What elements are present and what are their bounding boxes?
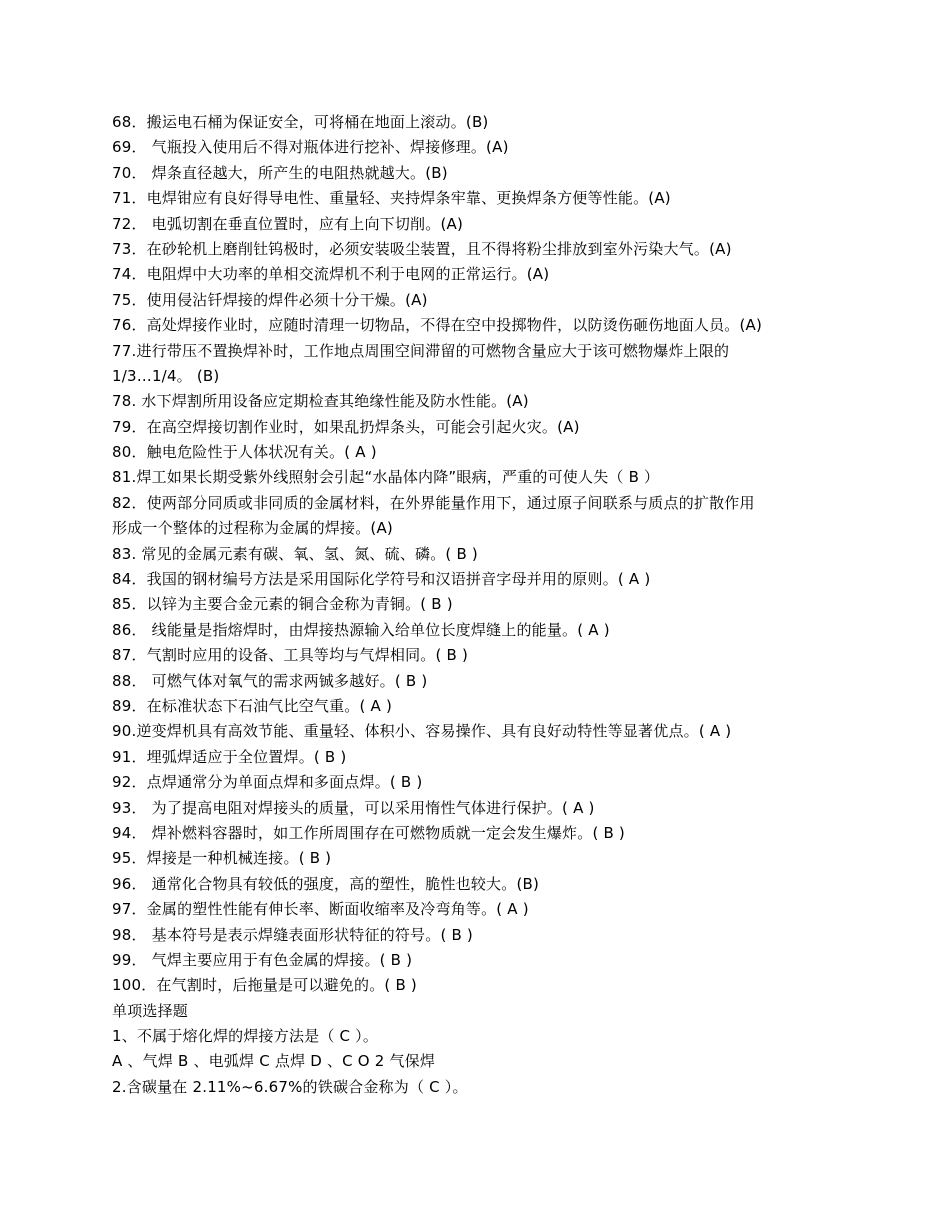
question-74: 74．电阻焊中大功率的单相交流焊机不利于电网的正常运行。(A): [112, 265, 550, 284]
choice-question-1: 1、不属于熔化焊的焊接方法是（ C ）。: [112, 1027, 379, 1046]
question-88: 88． 可燃气体对氧气的需求两铖多越好。( B ): [112, 671, 428, 690]
question-86: 86． 线能量是指熔焊时，由焊接热源输入给单位长度焊缝上的能量。( A ): [112, 620, 610, 639]
question-68: 68．搬运电石桶为保证安全，可将桶在地面上滚动。(B): [112, 113, 489, 131]
question-71: 71．电焊钳应有良好得导电性、重量轻、夹持焊条牢靠、更换焊条方便等性能。(A): [112, 189, 671, 208]
question-98: 98． 基本符号是表示焊缝表面形状特征的符号。( B ): [112, 925, 473, 944]
section-heading: 单项选择题: [112, 1001, 189, 1020]
question-72: 72． 电弧切割在垂直位置时，应有上向下切削。(A): [112, 214, 464, 233]
question-84: 84．我国的钢材编号方法是采用国际化学符号和汉语拼音字母并用的原则。( A ): [112, 570, 651, 589]
question-80: 80．触电危险性于人体状况有关。( A ): [112, 443, 377, 462]
question-79: 79．在高空焊接切割作业时，如果乱扔焊条头，可能会引起火灾。(A): [112, 417, 580, 436]
question-99: 99． 气焊主要应用于有色金属的焊接。( B ): [112, 950, 413, 969]
question-91: 91．埋弧焊适应于全位置焊。( B ): [112, 747, 347, 766]
question-69: 69． 气瓶投入使用后不得对瓶体进行挖补、焊接修理。(A): [112, 138, 509, 157]
question-75: 75．使用侵沾钎焊接的焊件必须十分干燥。(A): [112, 290, 428, 309]
question-96: 96． 通常化合物具有较低的强度，高的塑性，脆性也较大。(B): [112, 874, 540, 893]
question-100: 100．在气割时，后拖量是可以避免的。( B ): [112, 976, 417, 995]
question-97: 97．金属的塑性性能有伸长率、断面收缩率及冷弯角等。( A ): [112, 900, 529, 919]
question-78: 78. 水下焊割所用设备应定期检查其绝缘性能及防水性能。(A): [112, 392, 529, 411]
question-82-line-1: 82．使两部分同质或非同质的金属材料，在外界能量作用下，通过原子间联系与质点的扩散作用: [112, 493, 755, 512]
question-95: 95．焊接是一种机械连接。( B ): [112, 849, 332, 868]
question-73: 73．在砂轮机上磨削钍钨极时，必须安装吸尘装置，且不得将粉尘排放到室外污染大气。(A): [112, 239, 732, 258]
question-83: 83. 常见的金属元素有碳、氧、氢、氮、硫、磷。( B ): [112, 544, 478, 563]
question-89: 89．在标准状态下石油气比空气重。( A ): [112, 696, 392, 715]
question-92: 92．点焊通常分为单面点焊和多面点焊。( B ): [112, 773, 423, 792]
document-page: [112, 110, 852, 1100]
choice-question-2: 2.含碳量在 2.11%~6.67%的铁碳合金称为（ C ）。: [112, 1077, 468, 1096]
question-90: 90.逆变焊机具有高效节能、重量轻、体积小、容易操作、具有良好动特性等显著优点。( A ): [112, 722, 732, 741]
question-85: 85．以锌为主要合金元素的铜合金称为青铜。( B ): [112, 595, 453, 614]
question-70: 70． 焊条直径越大，所产生的电阻热就越大。(B): [112, 163, 448, 182]
question-82-line-2: 形成一个整体的过程称为金属的焊接。(A): [112, 519, 393, 538]
question-81: 81.焊工如果长期受紫外线照射会引起“水晶体内降”眼病，严重的可使人失（ B ）: [112, 468, 660, 487]
question-94: 94． 焊补燃料容器时，如工作所周围存在可燃物质就一定会发生爆炸。( B ): [112, 823, 625, 842]
question-77-line-1: 77.进行带压不置换焊补时，工作地点周围空间滞留的可燃物含量应大于该可燃物爆炸上限的: [112, 341, 730, 360]
question-87: 87．气割时应用的设备、工具等均与气焊相同。( B ): [112, 646, 469, 665]
choice-question-1-options: A 、气焊 B 、电弧焊 C 点焊 D 、C O 2 气保焊: [112, 1052, 436, 1071]
question-93: 93． 为了提高电阻对焊接头的质量，可以采用惰性气体进行保护。( A ): [112, 798, 595, 817]
question-77-line-2: 1/3…1/4。 (B): [112, 366, 220, 385]
question-76: 76．高处焊接作业时，应随时清理一切物品，不得在空中投掷物件，以防烫伤砸伤地面人员。(A): [112, 316, 763, 335]
